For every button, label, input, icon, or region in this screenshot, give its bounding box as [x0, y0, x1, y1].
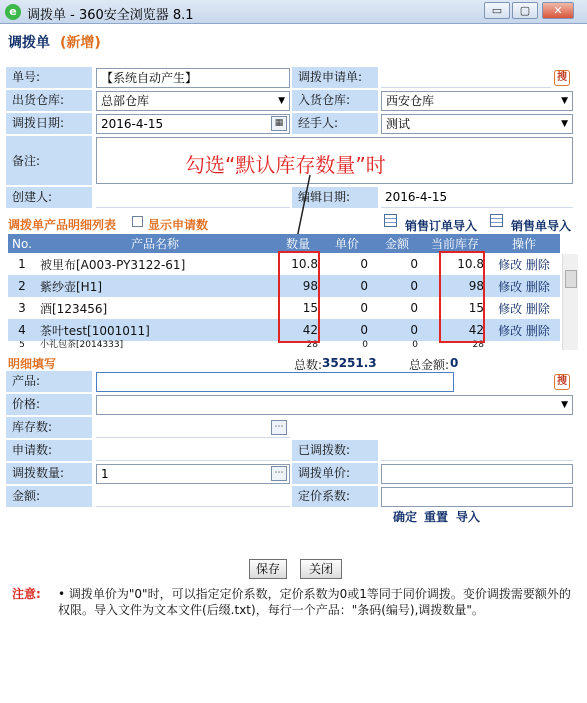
- transferred-field: [381, 441, 573, 461]
- price-factor-label: 定价系数:: [292, 486, 378, 508]
- row-product-name: 被里布[A003-PY3122-61]: [36, 253, 274, 275]
- edit-date-label: 编辑日期:: [292, 187, 378, 209]
- row-delete-link[interactable]: 删除: [525, 323, 550, 338]
- page-title: 调拨单: [8, 35, 50, 51]
- total-amount-label: 总金额:: [409, 358, 450, 372]
- row-price: 0: [322, 275, 372, 297]
- bill-no-field[interactable]: 【系统自动产生】: [96, 68, 290, 88]
- row-qty: 98: [274, 275, 322, 297]
- col-header-price: 单价: [322, 234, 372, 253]
- show-request-checkbox[interactable]: [132, 216, 143, 227]
- request-label: 调拨申请单:: [292, 67, 378, 89]
- row-stock: 10.8: [422, 253, 488, 275]
- qty-input[interactable]: 1: [96, 464, 290, 484]
- row-price: 0: [322, 297, 372, 319]
- detail-list-title: 调拨单产品明细列表: [8, 218, 117, 232]
- col-header-no: No.: [8, 234, 36, 253]
- request-qty-label: 申请数:: [6, 440, 92, 462]
- row-no: 4: [8, 319, 36, 341]
- request-qty-field: [96, 441, 290, 461]
- notes-label: 注意:: [12, 587, 41, 601]
- stock-highlight-box: [439, 251, 485, 343]
- product-label: 产品:: [6, 371, 92, 393]
- creator-field: [96, 188, 290, 208]
- col-header-qty: 数量: [274, 234, 322, 253]
- reset-link[interactable]: 重置: [424, 510, 449, 524]
- window-title: 调拨单 - 360安全浏览器 8.1: [27, 8, 194, 23]
- col-header-op: 操作: [488, 234, 560, 253]
- price-select[interactable]: [96, 395, 573, 415]
- row-delete-link[interactable]: 删除: [525, 301, 550, 316]
- row-price: 0: [322, 319, 372, 341]
- notes-line-2: 权限。导入文件为文本文件(后缀.txt)，每行一个产品："条码(编号),调拨数量"。: [58, 603, 484, 617]
- row-edit-link[interactable]: 修改: [498, 323, 523, 338]
- row-no: 1: [8, 253, 36, 275]
- in-warehouse-select[interactable]: 西安仓库 ▼: [381, 91, 573, 111]
- row-product-name: 茶叶test[1001011]: [36, 319, 274, 341]
- row-no: 3: [8, 297, 36, 319]
- row-qty: 15: [274, 297, 322, 319]
- out-warehouse-select[interactable]: 总部仓库 ▼: [96, 91, 290, 111]
- restore-button[interactable]: ▢: [512, 2, 538, 19]
- notes-line-1: • 调拨单价为"0"时，可以指定定价系数，定价系数为0或1等同于同价调拨。变价调拨需要额外的: [58, 587, 571, 601]
- row-amount: 0: [372, 275, 422, 297]
- row-product-name: 小礼包茶[2014333]: [36, 341, 274, 350]
- col-header-amount: 金额: [372, 234, 422, 253]
- close-button[interactable]: 关闭: [300, 559, 342, 579]
- product-input[interactable]: [96, 372, 454, 392]
- close-window-button[interactable]: ✕: [542, 2, 574, 19]
- row-no: 2: [8, 275, 36, 297]
- amount-label: 金额:: [6, 486, 92, 508]
- total-qty-value: 35251.3: [322, 356, 377, 370]
- page-subtitle: (新增): [60, 35, 101, 51]
- remark-label: 备注:: [6, 136, 92, 186]
- handler-label: 经手人:: [292, 113, 378, 135]
- row-product-name: 酒[123456]: [36, 297, 274, 319]
- date-field[interactable]: 2016-4-15: [96, 114, 290, 134]
- row-qty: 10.8: [274, 253, 322, 275]
- stock-field: [96, 418, 290, 438]
- total-amount-value: 0: [450, 356, 459, 370]
- out-warehouse-label: 出货仓库:: [6, 90, 92, 112]
- col-header-stock: 当前库存: [422, 234, 488, 253]
- edit-date-field: 2016-4-15: [381, 188, 573, 208]
- row-amount: 0: [372, 341, 422, 350]
- scrollbar-thumb[interactable]: [565, 270, 577, 288]
- date-label: 调拨日期:: [6, 113, 92, 135]
- bill-no-label: 单号:: [6, 67, 92, 89]
- row-edit-link[interactable]: 修改: [498, 279, 523, 294]
- request-field[interactable]: [381, 68, 551, 88]
- import-order-icon: [384, 214, 397, 227]
- confirm-link[interactable]: 确定: [393, 510, 418, 524]
- row-stock: 42: [422, 319, 488, 341]
- row-delete-link[interactable]: 删除: [525, 279, 550, 294]
- price-label: 价格:: [6, 394, 92, 416]
- unit-price-input[interactable]: [381, 464, 573, 484]
- row-amount: 0: [372, 319, 422, 341]
- window-titlebar: [0, 0, 587, 24]
- calendar-icon[interactable]: ▦: [271, 116, 287, 131]
- row-amount: 0: [372, 297, 422, 319]
- row-stock: 28: [422, 341, 488, 350]
- search-request-icon[interactable]: 搜: [554, 70, 570, 86]
- minimize-button[interactable]: ▭: [484, 2, 510, 19]
- import-link[interactable]: 导入: [456, 510, 481, 524]
- browser-logo-icon: e: [5, 4, 21, 20]
- row-delete-link[interactable]: 删除: [525, 257, 550, 272]
- stock-picker-icon[interactable]: ⋯: [271, 420, 287, 435]
- entry-section-title: 明细填写: [8, 357, 57, 371]
- in-warehouse-label: 入货仓库:: [292, 90, 378, 112]
- handler-select[interactable]: 测试 ▼: [381, 114, 573, 134]
- transferred-label: 已调拨数:: [292, 440, 378, 462]
- import-sales-order-link[interactable]: 销售订单导入: [405, 219, 478, 233]
- qty-highlight-box: [278, 251, 320, 343]
- page-header: [0, 25, 587, 57]
- row-price: 0: [322, 253, 372, 275]
- creator-label: 创建人:: [6, 187, 92, 209]
- import-sales-icon: [490, 214, 503, 227]
- qty-label: 调拨数量:: [6, 463, 92, 485]
- qty-picker-icon[interactable]: ⋯: [271, 466, 287, 481]
- row-price: 0: [322, 341, 372, 350]
- table-scrollbar[interactable]: [562, 254, 578, 350]
- row-edit-link[interactable]: 修改: [498, 257, 523, 272]
- row-edit-link[interactable]: 修改: [498, 301, 523, 316]
- total-qty-label: 总数:: [294, 358, 323, 372]
- col-header-name: 产品名称: [36, 234, 274, 253]
- stock-label: 库存数:: [6, 417, 92, 439]
- row-no: 5: [8, 341, 36, 350]
- annotation-text: 勾选“默认库存数量”时: [185, 153, 386, 177]
- show-request-label: 显示申请数: [148, 218, 209, 232]
- row-qty: 28: [274, 341, 322, 350]
- row-stock: 98: [422, 275, 488, 297]
- row-qty: 42: [274, 319, 322, 341]
- search-product-icon[interactable]: 搜: [554, 374, 570, 390]
- import-sales-link[interactable]: 销售单导入: [511, 219, 572, 233]
- amount-field: [96, 487, 290, 507]
- unit-price-label: 调拨单价:: [292, 463, 378, 485]
- row-stock: 15: [422, 297, 488, 319]
- price-factor-input[interactable]: [381, 487, 573, 507]
- save-button[interactable]: 保存: [249, 559, 287, 579]
- row-amount: 0: [372, 253, 422, 275]
- row-product-name: 紫纱壶[H1]: [36, 275, 274, 297]
